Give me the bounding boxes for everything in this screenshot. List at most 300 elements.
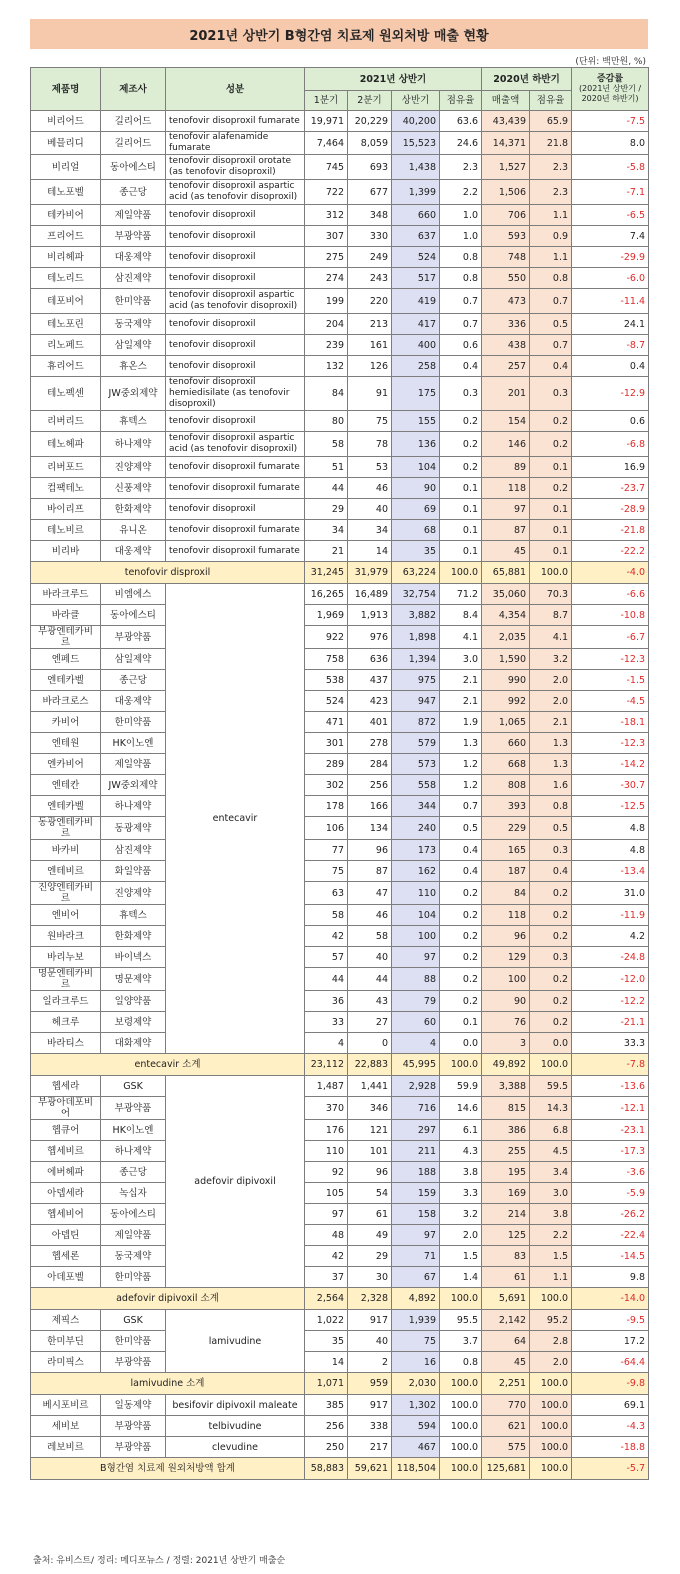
q2-value: 14 <box>348 541 392 562</box>
sales-2020: 118 <box>482 478 530 499</box>
maker-name: 삼진제약 <box>101 268 166 289</box>
sales-2020: 35,060 <box>482 584 530 605</box>
maker-name: 하나제약 <box>101 432 166 457</box>
q1-value: 33 <box>305 1012 348 1033</box>
subtotal-q1: 2,564 <box>305 1288 348 1310</box>
product-name: 테포비어 <box>31 289 101 314</box>
half-total: 573 <box>392 754 440 775</box>
subtotal-change: -14.0 <box>572 1288 649 1310</box>
ingredient-name: tenofovir disoproxil aspartic acid (as tenofovir disoproxil) <box>166 432 305 457</box>
table-row <box>31 356 649 377</box>
sales-2020: 4,354 <box>482 605 530 626</box>
product-name: 부광아데포비어 <box>31 1097 101 1120</box>
sales-2020: 2,142 <box>482 1310 530 1331</box>
header-sales-2020: 매출액 <box>482 91 530 111</box>
share-value: 100.0 <box>440 1437 482 1458</box>
maker-name: 대웅제약 <box>101 691 166 712</box>
q2-value: 401 <box>348 712 392 733</box>
q2-value: 220 <box>348 289 392 314</box>
change-rate: -6.8 <box>572 432 649 457</box>
product-name: 테노포린 <box>31 314 101 335</box>
share-value: 0.7 <box>440 314 482 335</box>
change-rate: -22.4 <box>572 1225 649 1246</box>
sales-2020: 668 <box>482 754 530 775</box>
sales-2020: 76 <box>482 1012 530 1033</box>
table-row <box>31 411 649 432</box>
share-value: 71.2 <box>440 584 482 605</box>
share-value: 0.8 <box>440 268 482 289</box>
q1-value: 97 <box>305 1204 348 1225</box>
half-total: 15,523 <box>392 132 440 155</box>
header-ingredient: 성분 <box>166 68 305 111</box>
share-value: 0.4 <box>440 356 482 377</box>
product-name: 아데포벨 <box>31 1267 101 1288</box>
q1-value: 1,487 <box>305 1076 348 1097</box>
table-row <box>31 499 649 520</box>
q1-value: 274 <box>305 268 348 289</box>
share-value: 1.0 <box>440 226 482 247</box>
table-row <box>31 180 649 205</box>
q2-value: 134 <box>348 817 392 840</box>
product-name: 테노펙센 <box>31 377 101 411</box>
change-rate: -12.5 <box>572 796 649 817</box>
half-total: 716 <box>392 1097 440 1120</box>
subtotal-share-2020: 100.0 <box>530 1288 572 1310</box>
q1-value: 58 <box>305 905 348 926</box>
change-rate: -5.9 <box>572 1183 649 1204</box>
product-name: 바라크루드 <box>31 584 101 605</box>
share-2020: 8.7 <box>530 605 572 626</box>
share-2020: 2.0 <box>530 670 572 691</box>
maker-name: 휴텍스 <box>101 411 166 432</box>
product-name: 카비어 <box>31 712 101 733</box>
half-total: 1,939 <box>392 1310 440 1331</box>
table-row <box>31 1437 649 1458</box>
share-value: 4.3 <box>440 1141 482 1162</box>
q1-value: 307 <box>305 226 348 247</box>
product-name: 엔테카벨 <box>31 670 101 691</box>
table-row <box>31 377 649 411</box>
half-total: 975 <box>392 670 440 691</box>
share-2020: 0.8 <box>530 796 572 817</box>
share-value: 1.2 <box>440 775 482 796</box>
maker-name: 길리어드 <box>101 111 166 132</box>
product-name: 리버리드 <box>31 411 101 432</box>
q2-value: 40 <box>348 1331 392 1352</box>
table-row <box>31 457 649 478</box>
q2-value: 161 <box>348 335 392 356</box>
change-rate: -5.8 <box>572 155 649 180</box>
q1-value: 176 <box>305 1120 348 1141</box>
share-2020: 2.3 <box>530 155 572 180</box>
q1-value: 42 <box>305 926 348 947</box>
table-row <box>31 605 649 626</box>
share-value: 0.2 <box>440 411 482 432</box>
maker-name: 진양제약 <box>101 882 166 905</box>
table-row <box>31 1033 649 1054</box>
maker-name: 종근당 <box>101 670 166 691</box>
subtotal-label: entecavir 소계 <box>31 1054 305 1076</box>
table-row <box>31 670 649 691</box>
maker-name: GSK <box>101 1076 166 1097</box>
share-value: 0.2 <box>440 968 482 991</box>
product-name: 엔페드 <box>31 649 101 670</box>
q1-value: 48 <box>305 1225 348 1246</box>
maker-name: 삼일제약 <box>101 649 166 670</box>
share-2020: 0.2 <box>530 1012 572 1033</box>
maker-name: 대웅제약 <box>101 247 166 268</box>
change-rate: -10.8 <box>572 605 649 626</box>
q2-value: 47 <box>348 882 392 905</box>
sales-2020: 593 <box>482 226 530 247</box>
share-value: 0.2 <box>440 926 482 947</box>
share-2020: 0.2 <box>530 991 572 1012</box>
change-rate: -6.5 <box>572 205 649 226</box>
table-row <box>31 478 649 499</box>
maker-name: 화일약품 <box>101 861 166 882</box>
table-row <box>31 1120 649 1141</box>
share-2020: 0.1 <box>530 499 572 520</box>
table-row <box>31 1141 649 1162</box>
share-2020: 70.3 <box>530 584 572 605</box>
share-2020: 0.4 <box>530 356 572 377</box>
sales-2020: 336 <box>482 314 530 335</box>
share-value: 2.1 <box>440 691 482 712</box>
product-name: 바라크로스 <box>31 691 101 712</box>
maker-name: JW중외제약 <box>101 377 166 411</box>
sales-2020: 706 <box>482 205 530 226</box>
product-name: 테카비어 <box>31 205 101 226</box>
q1-value: 63 <box>305 882 348 905</box>
subtotal-q2: 22,883 <box>348 1054 392 1076</box>
maker-name: 하나제약 <box>101 796 166 817</box>
q1-value: 19,971 <box>305 111 348 132</box>
q2-value: 0 <box>348 1033 392 1054</box>
share-value: 0.5 <box>440 817 482 840</box>
share-2020: 0.2 <box>530 882 572 905</box>
product-name: 바이리프 <box>31 499 101 520</box>
table-row <box>31 754 649 775</box>
product-name: 라미픽스 <box>31 1352 101 1373</box>
product-name: 헤크루 <box>31 1012 101 1033</box>
change-rate: -24.8 <box>572 947 649 968</box>
q1-value: 58 <box>305 432 348 457</box>
sales-2020: 125 <box>482 1225 530 1246</box>
half-total: 158 <box>392 1204 440 1225</box>
change-rate: -13.6 <box>572 1076 649 1097</box>
ingredient-group: entecavir <box>166 584 305 1054</box>
share-value: 0.1 <box>440 478 482 499</box>
share-2020: 0.4 <box>530 861 572 882</box>
share-2020: 0.2 <box>530 432 572 457</box>
ingredient-name: tenofovir disoproxil aspartic acid (as tenofovir disoproxil) <box>166 289 305 314</box>
sales-2020: 550 <box>482 268 530 289</box>
q1-value: 7,464 <box>305 132 348 155</box>
q2-value: 53 <box>348 457 392 478</box>
maker-name: 휴텍스 <box>101 905 166 926</box>
sales-2020: 2,035 <box>482 626 530 649</box>
change-rate: -12.0 <box>572 968 649 991</box>
table-row <box>31 796 649 817</box>
change-rate: -12.2 <box>572 991 649 1012</box>
half-total: 188 <box>392 1162 440 1183</box>
share-2020: 0.2 <box>530 411 572 432</box>
change-rate: -11.4 <box>572 289 649 314</box>
subtotal-share: 100.0 <box>440 1373 482 1395</box>
change-rate: -6.7 <box>572 626 649 649</box>
change-rate: 69.1 <box>572 1395 649 1416</box>
sales-2020: 808 <box>482 775 530 796</box>
share-2020: 0.2 <box>530 968 572 991</box>
q1-value: 289 <box>305 754 348 775</box>
half-total: 35 <box>392 541 440 562</box>
q2-value: 217 <box>348 1437 392 1458</box>
maker-name: 한미약품 <box>101 289 166 314</box>
half-total: 110 <box>392 882 440 905</box>
maker-name: 동아에스티 <box>101 605 166 626</box>
sales-2020: 14,371 <box>482 132 530 155</box>
q1-value: 471 <box>305 712 348 733</box>
product-name: 레보비르 <box>31 1437 101 1458</box>
maker-name: 길리어드 <box>101 132 166 155</box>
change-rate: -12.3 <box>572 733 649 754</box>
half-total: 79 <box>392 991 440 1012</box>
product-name: 리버포드 <box>31 457 101 478</box>
q2-value: 636 <box>348 649 392 670</box>
maker-name: 한화제약 <box>101 499 166 520</box>
q1-value: 44 <box>305 968 348 991</box>
share-2020: 0.1 <box>530 541 572 562</box>
header-change <box>572 68 649 111</box>
ingredient-group: lamivudine <box>166 1310 305 1373</box>
q2-value: 58 <box>348 926 392 947</box>
product-name: 헵세론 <box>31 1246 101 1267</box>
share-2020: 3.0 <box>530 1183 572 1204</box>
q2-value: 16,489 <box>348 584 392 605</box>
share-2020: 0.9 <box>530 226 572 247</box>
header-share: 점유율 <box>440 91 482 111</box>
share-value: 14.6 <box>440 1097 482 1120</box>
product-name: 컴팩테노 <box>31 478 101 499</box>
change-rate: -14.5 <box>572 1246 649 1267</box>
share-2020: 0.0 <box>530 1033 572 1054</box>
q1-value: 34 <box>305 520 348 541</box>
half-total: 69 <box>392 499 440 520</box>
share-value: 0.1 <box>440 541 482 562</box>
share-value: 3.3 <box>440 1183 482 1204</box>
table-row <box>31 649 649 670</box>
product-name: 비리얼 <box>31 155 101 180</box>
share-2020: 14.3 <box>530 1097 572 1120</box>
share-2020: 2.0 <box>530 1352 572 1373</box>
sales-2020: 257 <box>482 356 530 377</box>
header-share-2020: 점유율 <box>530 91 572 111</box>
sales-2020: 154 <box>482 411 530 432</box>
product-name: 엔카비어 <box>31 754 101 775</box>
subtotal-q2: 2,328 <box>348 1288 392 1310</box>
product-name: 헵세비르 <box>31 1141 101 1162</box>
unit-note: (단위: 백만원, %) <box>575 57 646 67</box>
share-2020: 6.8 <box>530 1120 572 1141</box>
table-row <box>31 626 649 649</box>
share-value: 1.5 <box>440 1246 482 1267</box>
maker-name: 한미약품 <box>101 1331 166 1352</box>
change-rate: -12.9 <box>572 377 649 411</box>
share-2020: 2.2 <box>530 1225 572 1246</box>
sales-2020: 990 <box>482 670 530 691</box>
q2-value: 338 <box>348 1416 392 1437</box>
q1-value: 1,969 <box>305 605 348 626</box>
change-rate: -30.7 <box>572 775 649 796</box>
share-2020: 0.3 <box>530 377 572 411</box>
maker-name: GSK <box>101 1310 166 1331</box>
share-value: 2.3 <box>440 155 482 180</box>
q1-value: 92 <box>305 1162 348 1183</box>
subtotal-row <box>31 1288 649 1310</box>
q2-value: 101 <box>348 1141 392 1162</box>
table-row <box>31 991 649 1012</box>
share-2020: 1.1 <box>530 247 572 268</box>
half-total: 136 <box>392 432 440 457</box>
table-row <box>31 861 649 882</box>
share-value: 1.2 <box>440 754 482 775</box>
sales-table <box>30 67 649 1480</box>
table-row <box>31 1012 649 1033</box>
subtotal-q1: 23,112 <box>305 1054 348 1076</box>
product-name: 원바라크 <box>31 926 101 947</box>
subtotal-share-2020: 100.0 <box>530 1458 572 1480</box>
subtotal-change: -7.8 <box>572 1054 649 1076</box>
table-row <box>31 1267 649 1288</box>
share-value: 0.8 <box>440 1352 482 1373</box>
q2-value: 166 <box>348 796 392 817</box>
sales-2020: 195 <box>482 1162 530 1183</box>
half-total: 104 <box>392 905 440 926</box>
q1-value: 178 <box>305 796 348 817</box>
ingredient-name: tenofovir disoproxil fumarate <box>166 478 305 499</box>
q1-value: 36 <box>305 991 348 1012</box>
q1-value: 204 <box>305 314 348 335</box>
product-name: 헵세라 <box>31 1076 101 1097</box>
share-2020: 3.8 <box>530 1204 572 1225</box>
subtotal-change: -4.0 <box>572 562 649 584</box>
q2-value: 256 <box>348 775 392 796</box>
product-name: 진양엔테카비르 <box>31 882 101 905</box>
product-name: 바리누보 <box>31 947 101 968</box>
q1-value: 922 <box>305 626 348 649</box>
subtotal-share: 100.0 <box>440 1288 482 1310</box>
change-rate: -3.6 <box>572 1162 649 1183</box>
product-name: 비리바 <box>31 541 101 562</box>
q2-value: 330 <box>348 226 392 247</box>
header-half: 상반기 <box>392 91 440 111</box>
sales-2020: 438 <box>482 335 530 356</box>
subtotal-label: adefovir dipivoxil 소계 <box>31 1288 305 1310</box>
share-value: 100.0 <box>440 1416 482 1437</box>
maker-name: 종근당 <box>101 180 166 205</box>
maker-name: 한화제약 <box>101 926 166 947</box>
product-name: 헵큐어 <box>31 1120 101 1141</box>
change-rate: 4.8 <box>572 840 649 861</box>
q1-value: 42 <box>305 1246 348 1267</box>
table-row <box>31 335 649 356</box>
change-rate: 9.8 <box>572 1267 649 1288</box>
subtotal-q2: 59,621 <box>348 1458 392 1480</box>
sales-2020: 473 <box>482 289 530 314</box>
subtotal-half: 63,224 <box>392 562 440 584</box>
maker-name: 녹십자 <box>101 1183 166 1204</box>
maker-name: 비엠에스 <box>101 584 166 605</box>
table-row <box>31 247 649 268</box>
table-row <box>31 905 649 926</box>
ingredient-name: tenofovir disoproxil <box>166 411 305 432</box>
maker-name: 일동제약 <box>101 1395 166 1416</box>
maker-name: 대화제약 <box>101 1033 166 1054</box>
ingredient-name: tenofovir disoproxil <box>166 314 305 335</box>
product-name: 휴리어드 <box>31 356 101 377</box>
share-value: 6.1 <box>440 1120 482 1141</box>
q1-value: 14 <box>305 1352 348 1373</box>
q1-value: 239 <box>305 335 348 356</box>
half-total: 211 <box>392 1141 440 1162</box>
share-2020: 1.1 <box>530 205 572 226</box>
share-value: 0.2 <box>440 905 482 926</box>
q2-value: 40 <box>348 947 392 968</box>
share-value: 1.4 <box>440 1267 482 1288</box>
share-value: 0.1 <box>440 499 482 520</box>
sales-2020: 89 <box>482 457 530 478</box>
maker-name: 대웅제약 <box>101 541 166 562</box>
maker-name: 제일약품 <box>101 1225 166 1246</box>
table-row <box>31 584 649 605</box>
q2-value: 46 <box>348 478 392 499</box>
header-change-sub: (2021년 상반기 / 2020년 하반기) <box>578 84 642 103</box>
q2-value: 46 <box>348 905 392 926</box>
half-total: 872 <box>392 712 440 733</box>
change-rate: -21.1 <box>572 1012 649 1033</box>
change-rate: -17.3 <box>572 1141 649 1162</box>
q1-value: 312 <box>305 205 348 226</box>
q1-value: 745 <box>305 155 348 180</box>
half-total: 4 <box>392 1033 440 1054</box>
q1-value: 51 <box>305 457 348 478</box>
table-row <box>31 1310 649 1331</box>
subtotal-row <box>31 1054 649 1076</box>
share-value: 1.0 <box>440 205 482 226</box>
share-2020: 2.8 <box>530 1331 572 1352</box>
subtotal-sales-2020: 65,881 <box>482 562 530 584</box>
q1-value: 250 <box>305 1437 348 1458</box>
share-value: 3.8 <box>440 1162 482 1183</box>
change-rate: 8.0 <box>572 132 649 155</box>
q1-value: 106 <box>305 817 348 840</box>
q1-value: 722 <box>305 180 348 205</box>
share-value: 63.6 <box>440 111 482 132</box>
q2-value: 346 <box>348 1097 392 1120</box>
sales-2020: 118 <box>482 905 530 926</box>
q2-value: 284 <box>348 754 392 775</box>
share-value: 4.1 <box>440 626 482 649</box>
q2-value: 976 <box>348 626 392 649</box>
subtotal-half: 118,504 <box>392 1458 440 1480</box>
half-total: 258 <box>392 356 440 377</box>
table-row <box>31 1352 649 1373</box>
half-total: 1,898 <box>392 626 440 649</box>
maker-name: 진양제약 <box>101 457 166 478</box>
subtotal-sales-2020: 5,691 <box>482 1288 530 1310</box>
sales-2020: 1,590 <box>482 649 530 670</box>
sales-2020: 255 <box>482 1141 530 1162</box>
